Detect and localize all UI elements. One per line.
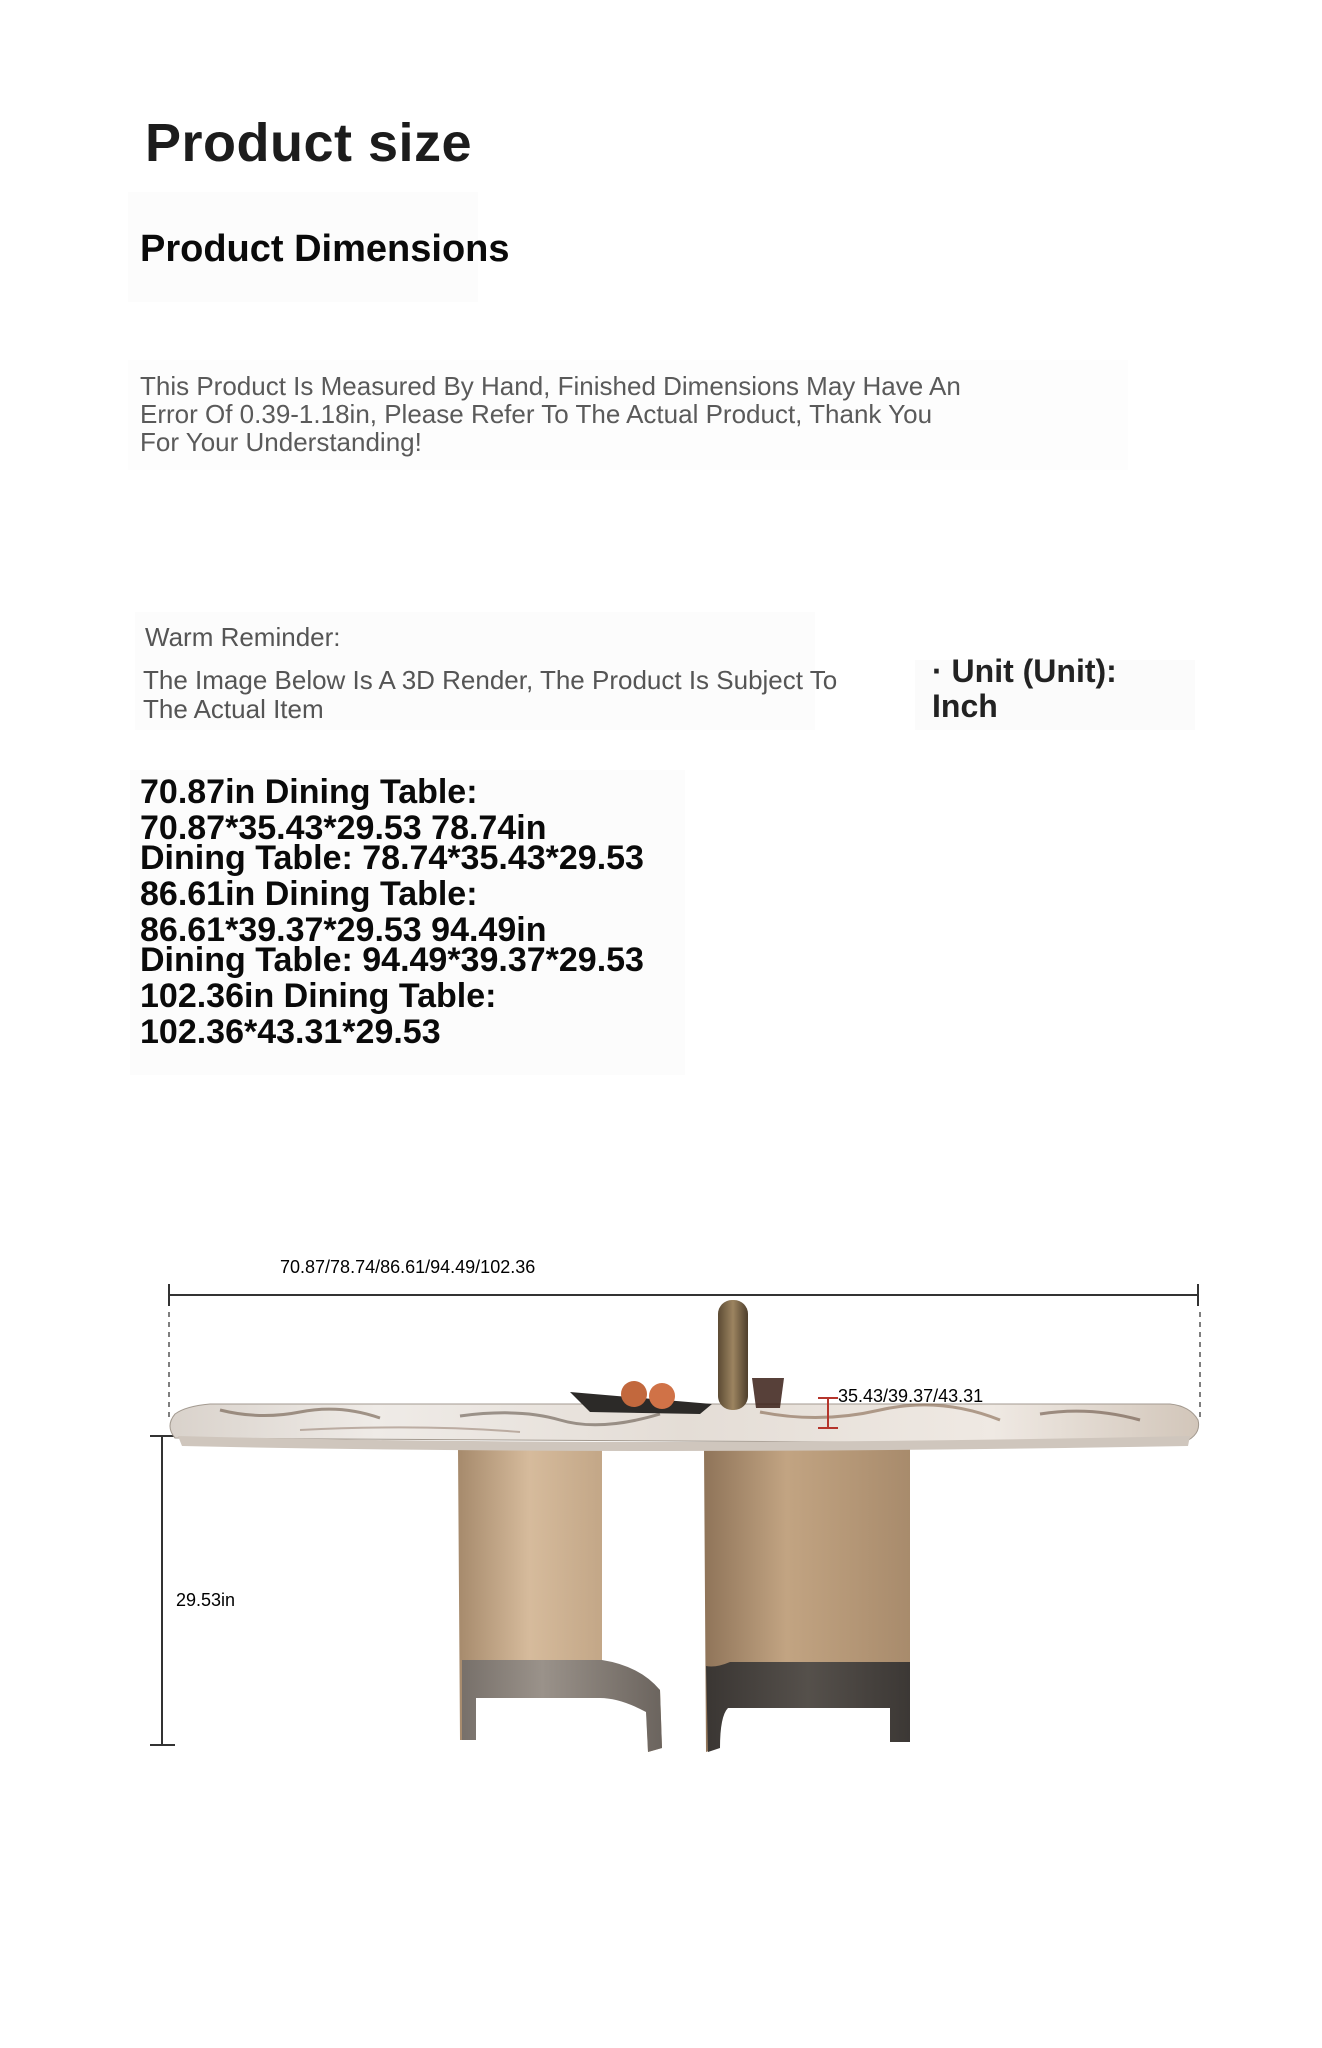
page-title: Product size bbox=[145, 113, 473, 173]
unit-value: Inch bbox=[932, 688, 998, 724]
unit-info bbox=[932, 654, 1172, 724]
size-line: 102.36*43.31*29.53 bbox=[140, 1013, 441, 1051]
measurement-note: This Product Is Measured By Hand, Finished Dimensions May Have An Error Of 0.39-1.18in, Please Refer To The Actual Product, Thank You For Your Understanding! bbox=[140, 371, 961, 457]
size-line: 102.36in Dining Table: bbox=[140, 977, 497, 1015]
fruit bbox=[649, 1383, 675, 1409]
size-line: Dining Table: 94.49*39.37*29.53 bbox=[140, 941, 644, 979]
size-line: 86.61*39.37*29.53 94.49in bbox=[140, 911, 547, 949]
length-label: 70.87/78.74/86.61/94.49/102.36 bbox=[280, 1257, 536, 1277]
reminder-title: Warm Reminder: bbox=[145, 622, 341, 652]
size-line: 86.61in Dining Table: bbox=[140, 875, 478, 913]
height-label: 29.53in bbox=[176, 1590, 236, 1610]
size-list bbox=[140, 774, 700, 1050]
table-foot-right bbox=[706, 1662, 910, 1752]
unit-label: · Unit (Unit): bbox=[932, 653, 1117, 689]
fruit bbox=[621, 1381, 647, 1407]
section-title: Product Dimensions bbox=[140, 228, 510, 270]
size-line: 70.87*35.43*29.53 78.74in bbox=[140, 809, 547, 847]
table-foot-left bbox=[462, 1660, 662, 1752]
table-dimension-diagram bbox=[0, 1240, 1322, 1780]
table-base-left bbox=[458, 1448, 662, 1752]
size-line: 70.87in Dining Table: bbox=[140, 773, 478, 811]
bottle bbox=[718, 1300, 748, 1410]
width-label: 35.43/39.37/43.31 bbox=[838, 1386, 984, 1406]
size-line: Dining Table: 78.74*35.43*29.53 bbox=[140, 839, 644, 877]
glass bbox=[752, 1378, 784, 1408]
reminder-text: The Image Below Is A 3D Render, The Product Is Subject To The Actual Item bbox=[143, 665, 838, 724]
